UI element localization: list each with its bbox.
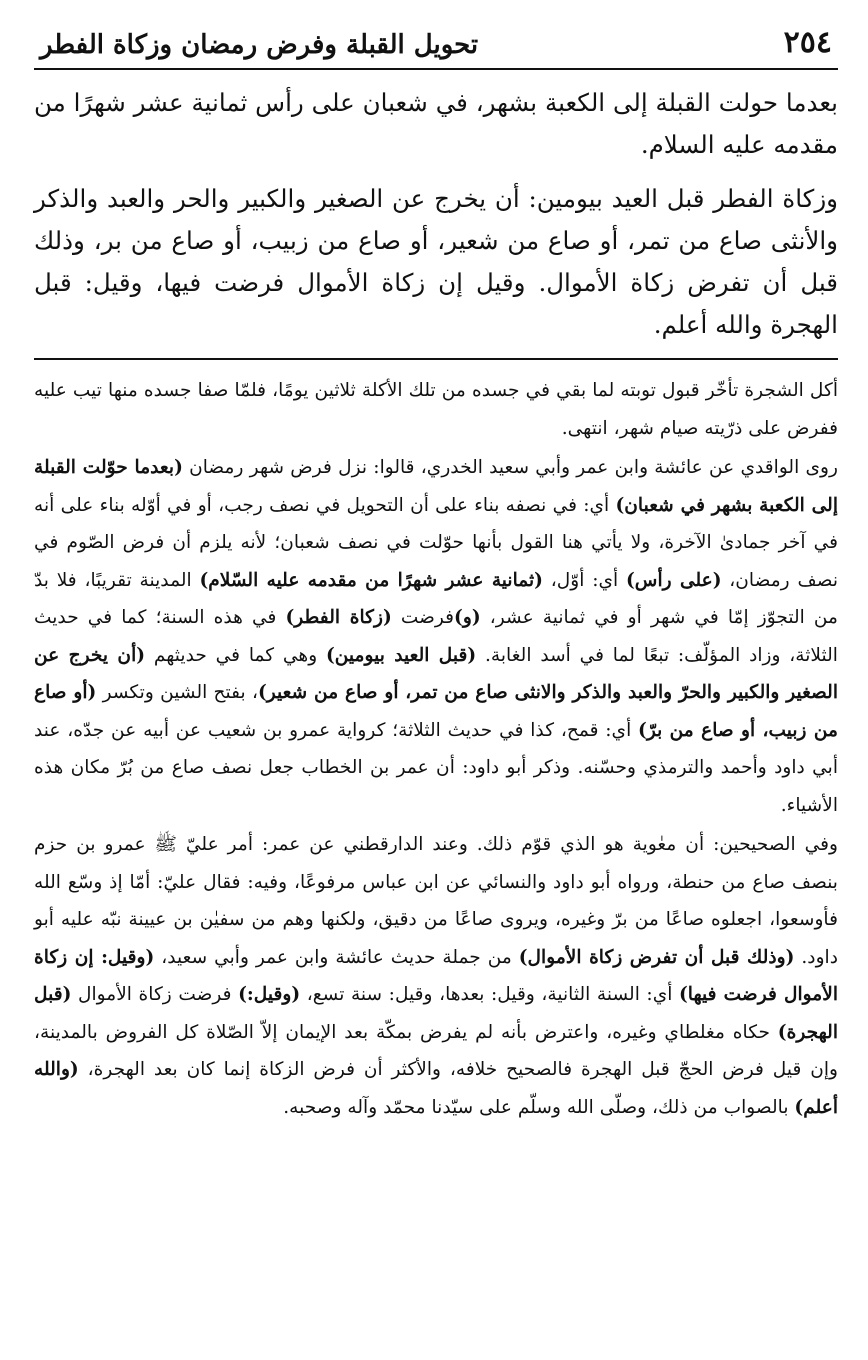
commentary-text: أكل الشجرة تأخّر قبول توبته لما بقي في جسده من تلك الأكلة ثلاثين يومًا، فلمّا صفا جسده منها تيب عليه ففرض على ذرّيته صيام شهر، انتهى. [34,380,838,439]
commentary-text: المدينة تقريبًا، فلا بدّ من التجوّز إمّا في شهر أو في ثمانية عشر، [34,569,839,628]
quoted-phrase: (و) [454,607,481,628]
commentary-text: من جملة حديث عائشة وابن عمر وأبي سعيد، [154,946,519,968]
commentary-text: أي: قمح، كذا في حديث الثلاثة؛ كرواية عمرو بن شعيب عن أبيه عن جدّه، عند أبي داود وأحمد والترمذي وحسّنه. وذكر أبو داود: أن عمر بن الخطاب جعل نصف صاع من بُرّ مكان هذه الأشياء. [34,719,838,816]
main-paragraph-1: بعدما حولت القبلة إلى الكعبة بشهر، في شعبان على رأس ثمانية عشر شهرًا من مقدمه عليه السلام. [34,88,838,159]
commentary-text: روى الواقدي عن عائشة وابن عمر وأبي سعيد الخدري، قالوا: نزل فرض شهر رمضان [182,457,838,478]
quoted-phrase: (والله أعلم) [34,1059,838,1118]
main-text [34,82,838,346]
quoted-phrase: (وقيل:) [238,984,301,1005]
commentary-text: في هذه السنة؛ كما في حديث الثلاثة، وزاد المؤلّف: تبعًا لما في أسد الغابة. [34,607,838,666]
quoted-phrase: (بعدما حوّلت القبلة إلى الكعبة بشهر في شعبان) [34,457,838,516]
commentary-text: أي: السنة الثانية، وقيل: بعدها، وقيل: سنة تسع، [300,984,679,1005]
commentary-paragraph-1 [34,372,838,447]
quoted-phrase: (على رأس) [625,569,722,591]
commentary-text: فرضت [391,607,455,628]
commentary-paragraph-2 [34,449,838,824]
commentary-paragraph-3 [34,826,838,1126]
section-divider [34,358,838,360]
commentary-text: أي: في نصفه بناء على أن التحويل في نصف رجب، أو في أوّله بناء على أنه في آخر جمادىٰ الآخرة، ولا يأتي هنا القول بأنها حوّلت في نصف شعبان؛ لأنه يلزم أن فرض الصّوم في نصف رمضان، [34,494,838,591]
page-header [34,0,838,70]
commentary-text: وفي الصحيحين: أن معٰوية هو الذي قوّم ذلك. وعند الدارقطني عن عمر: أمر عليّ ﷺ عمرو بن حزم بنصف صاع من حنطة، ورواه أبو داود والنسائي عن ابن عباس مرفوعًا، وفيه: فقال عليّ: أمّا إذ وسّع الله فأوسعوا، اجعلوه صاعًا من برّ وغيره، ويروى صاعًا من دقيق، ولكنها وهم من سفيٰن بن عيينة نبّه عليه أبو داود. [34,834,838,968]
commentary [34,372,838,1126]
commentary-text: حكاه مغلطاي وغيره، واعترض بأنه لم يفرض بمكّة بعد الإيمان إلاّ الصّلاة كل الفروض بالمدينة، وإن قيل فرض الحجّ قبل الهجرة فالصحيح خلافه، والأكثر أن فرض الزكاة إنما كان بعد الهجرة، [34,1021,838,1080]
quoted-phrase: (زكاة الفطر) [285,607,392,628]
commentary-text: فرضت زكاة الأموال [71,984,239,1005]
running-title: تحويل القبلة وفرض رمضان وزكاة الفطر [40,30,479,60]
page-number: ٢٥٤ [783,25,832,60]
commentary-text: بالصواب من ذلك، وصلّى الله وسلّم على سيّدنا محمّد وآله وصحبه. [283,1096,795,1118]
quoted-phrase: (وقيل: إن زكاة الأموال فرضت فيها) [34,946,838,1005]
commentary-text: أي: أوّل، [542,569,626,591]
quoted-phrase: (ثمانية عشر شهرًا من مقدمه عليه السّلام) [199,569,543,591]
commentary-text: وهي كما في حديثهم [145,644,326,666]
commentary-text: ، بفتح الشين وتكسر [96,682,258,703]
quoted-phrase: (قبل الهجرة) [34,984,838,1043]
main-paragraph-2: وزكاة الفطر قبل العيد بيومين: أن يخرج عن الصغير والكبير والحر والعبد والذكر والأنثى صاع من تمر، أو صاع من شعير، أو صاع من زبيب، أو صاع من بر، وذلك قبل أن تفرض زكاة الأموال. وقيل إن زكاة الأموال فرضت فيها، وقيل: قبل الهجرة والله أعلم. [34,184,838,339]
quoted-phrase: (وذلك قبل أن تفرض زكاة الأموال) [518,946,795,968]
quoted-phrase: (أو صاع من زبيب، أو صاع من برّ) [34,682,838,741]
quoted-phrase: (قبل العيد بيومين) [325,644,477,666]
quoted-phrase: (أن يخرج عن الصغير والكبير والحرّ والعبد والذكر والانثى صاع من تمر، أو صاع من شعير) [34,644,839,703]
